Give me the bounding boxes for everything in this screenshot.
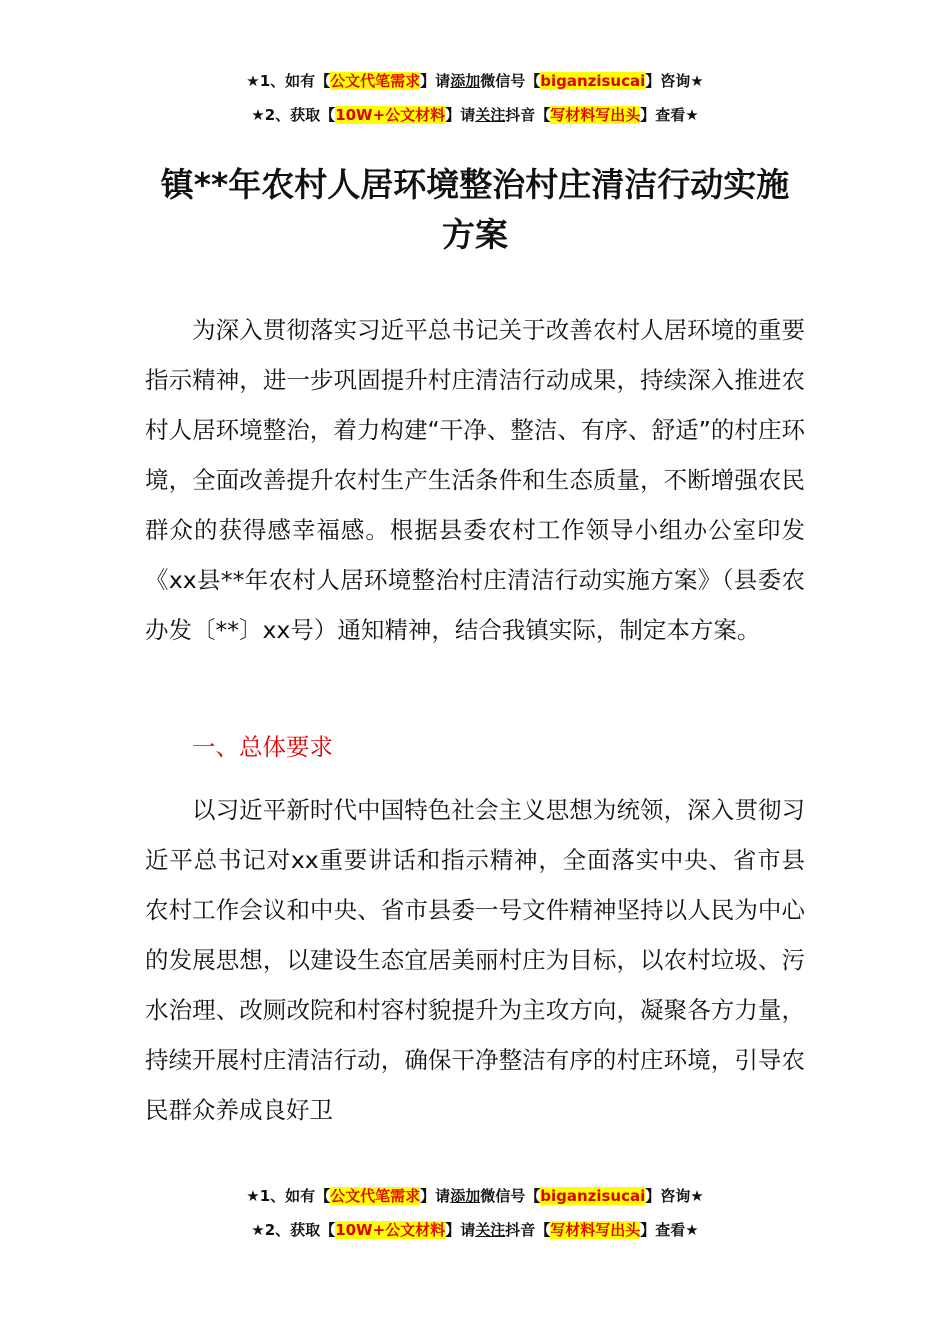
banner-highlight: 10W+公文材料	[335, 106, 446, 124]
banner-highlight: 10W+公文材料	[335, 1221, 446, 1239]
banner-text: 】请	[420, 1187, 451, 1205]
banner-text: 】请	[445, 1221, 476, 1239]
banner-highlight: 公文代笔需求	[330, 1187, 421, 1205]
body-paragraph-intro: 为深入贯彻落实习近平总书记关于改善农村人居环境的重要指示精神，进一步巩固提升村庄清洁行动成果，持续深入推进农村人居环境整治，着力构建“干净、整洁、有序、舒适”的村庄环境，全面改善提升农村生产生活条件和生态质量，不断增强农民群众的获得感幸福感。根据县委农村工作领导小组办公室印发《xx县**年农村人居环境整治村庄清洁行动实施方案》（县委农办发〔**〕xx号）通知精神，结合我镇实际，制定本方案。	[145, 316, 805, 644]
banner-text: ★1、如有【	[246, 72, 331, 90]
document-title: 镇**年农村人居环境整治村庄清洁行动实施方案	[160, 165, 790, 254]
banner-highlight: biganzisucai	[540, 72, 646, 90]
banner-line-1	[0, 64, 950, 98]
banner-text: 抖音【	[505, 106, 551, 124]
banner-highlight: 公文代笔需求	[330, 72, 421, 90]
banner-text: 】咨询★	[645, 1187, 704, 1205]
banner-text: 抖音【	[505, 1221, 551, 1239]
banner-text: ★2、获取【	[251, 1221, 336, 1239]
body-paragraph-overall-requirements: 以习近平新时代中国特色社会主义思想为统领，深入贯彻习近平总书记对xx重要讲话和指示精神，全面落实中央、省市县农村工作会议和中央、省市县委一号文件精神坚持以人民为中心的发展思想，以建设生态宜居美丽村庄为目标，以农村垃圾、污水治理、改厕改院和村容村貌提升为主攻方向，凝聚各方力量，持续开展村庄清洁行动，确保干净整洁有序的村庄环境，引导农民群众养成良好卫	[145, 796, 805, 1124]
banner-line-2	[0, 1213, 950, 1247]
banner-underlined-text: 关注	[475, 1221, 506, 1239]
footer-banner	[0, 1179, 950, 1247]
banner-underlined-text: 关注	[475, 106, 506, 124]
banner-highlight: 写材料写出头	[550, 106, 641, 124]
header-banner	[0, 64, 950, 132]
banner-text: 微信号【	[480, 1187, 541, 1205]
banner-highlight: biganzisucai	[540, 1187, 646, 1205]
banner-text: 】查看★	[640, 1221, 699, 1239]
banner-line-1	[0, 1179, 950, 1213]
banner-underlined-text: 添加	[450, 1187, 481, 1205]
banner-text: 】查看★	[640, 106, 699, 124]
banner-underlined-text: 添加	[450, 72, 481, 90]
banner-text: 微信号【	[480, 72, 541, 90]
banner-text: 】请	[420, 72, 451, 90]
section-heading: 一、总体要求	[192, 733, 333, 761]
banner-text: 】请	[445, 106, 476, 124]
banner-text: 】咨询★	[645, 72, 704, 90]
banner-text: ★2、获取【	[251, 106, 336, 124]
banner-text: ★1、如有【	[246, 1187, 331, 1205]
banner-line-2	[0, 98, 950, 132]
banner-highlight: 写材料写出头	[550, 1221, 641, 1239]
